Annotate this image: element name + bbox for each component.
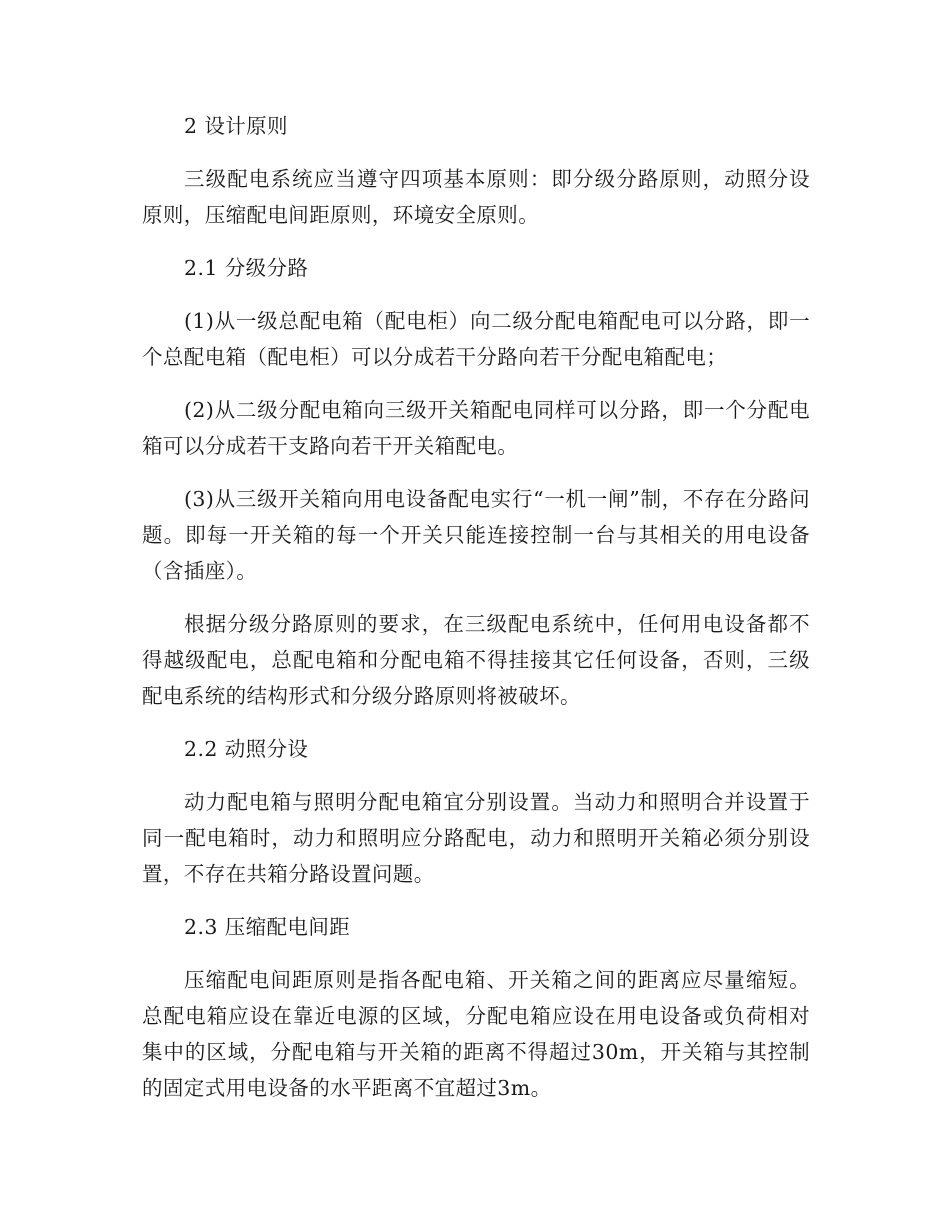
summary-paragraph: 根据分级分路原则的要求，在三级配电系统中，任何用电设备都不得越级配电，总配电箱和分配电箱不得挂接其它任何设备，否则，三级配电系统的结构形式和分级分路原则将被破坏。 xyxy=(142,612,810,708)
subsection-heading-2-3: 2.3 压缩配电间距 xyxy=(184,915,351,939)
distance-paragraph: 压缩配电间距原则是指各配电箱、开关箱之间的距离应尽量缩短。总配电箱应设在靠近电源的区域，分配电箱应设在用电设备或负荷相对集中的区域，分配电箱与开关箱的距离不得超过30m，开关箱与其控制的固定式用电设备的水平距离不宜超过3m。 xyxy=(142,968,810,1100)
power-lighting-paragraph: 动力配电箱与照明分配电箱宜分别设置。当动力和照明合并设置于同一配电箱时，动力和照明应分路配电，动力和照明开关箱必须分别设置，不存在共箱分路设置问题。 xyxy=(142,790,810,886)
subsection-heading-2-2: 2.2 动照分设 xyxy=(184,737,309,761)
document-body xyxy=(142,108,810,1123)
intro-paragraph: 三级配电系统应当遵守四项基本原则：即分级分路原则，动照分设原则，压缩配电间距原则，环境安全原则。 xyxy=(142,167,810,227)
list-item-1: (1)从一级总配电箱（配电柜）向二级分配电箱配电可以分路，即一个总配电箱（配电柜）可以分成若干分路向若干分配电箱配电； xyxy=(142,309,810,369)
section-heading: 2 设计原则 xyxy=(184,114,288,138)
subsection-heading-2-1: 2.1 分级分路 xyxy=(184,256,309,280)
list-item-2: (2)从二级分配电箱向三级开关箱配电同样可以分路，即一个分配电箱可以分成若干支路向若干开关箱配电。 xyxy=(142,398,810,458)
list-item-3: (3)从三级开关箱向用电设备配电实行“一机一闸”制，不存在分路问题。即每一开关箱的每一个开关只能连接控制一台与其相关的用电设备（含插座）。 xyxy=(142,487,810,583)
